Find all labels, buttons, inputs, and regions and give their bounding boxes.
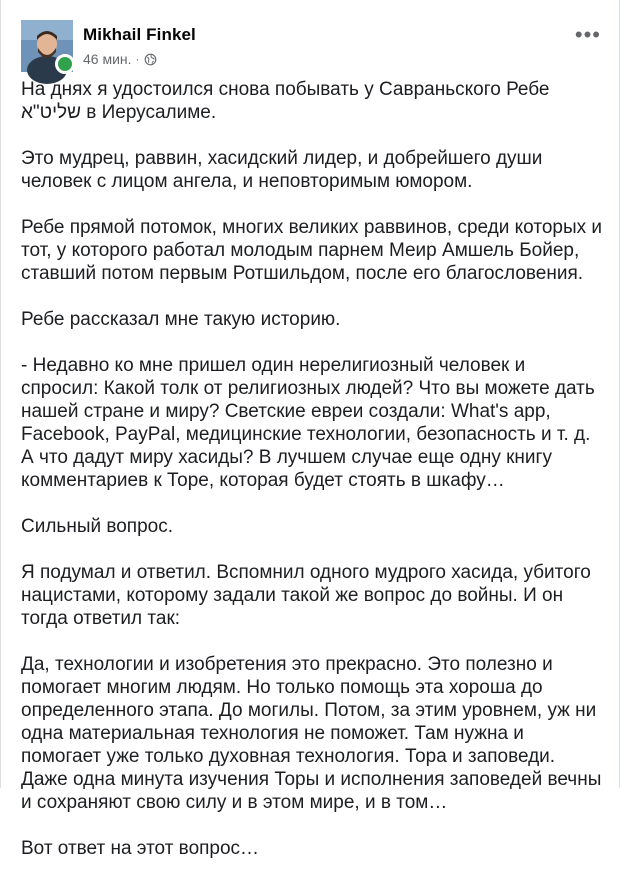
post-paragraph: Сильный вопрос. [21, 516, 174, 537]
online-status-indicator [55, 54, 75, 74]
post-paragraph: На днях я удостоился снова побывать у Савраньского Ребе שליט"א в Иерусалиме. [21, 79, 550, 123]
meta-separator: · [135, 52, 140, 66]
avatar[interactable] [21, 20, 73, 72]
post-timestamp[interactable]: 46 мин. [83, 51, 132, 67]
post-paragraph: - Недавно ко мне пришел один нерелигиозный человек и спросил: Какой толк от религиозных людей? Что вы можете дать нашей стране и миру? Светские евреи создали: What's app, Facebook, PayPal, медицинские технологии, безопасность и т. д. А что дадут миру хасиды? В лучшем случае еще одну книгу комментариев к Торе, которая будет стоять в шкафу… [21, 355, 595, 491]
post-meta [83, 51, 157, 67]
more-options-icon[interactable]: ••• [574, 22, 601, 47]
author-name[interactable]: Mikhail Finkel [83, 25, 196, 44]
post-header [21, 20, 601, 76]
post-paragraph: Ребе рассказал мне такую историю. [21, 309, 341, 330]
post-paragraph: Это мудрец, раввин, хасидский лидер, и добрейшего души человек с лицом ангела, и неповторимым юмором. [21, 148, 543, 192]
post-paragraph: Ребе прямой потомок, многих великих раввинов, среди которых и тот, у которого работал молодым парнем Меир Амшель Бойер, ставший потом первым Ротшильдом, после его благословения. [21, 217, 603, 284]
post-paragraph: Я подумал и ответил. Вспомнил одного мудрого хасида, убитого нацистами, которому задали такой же вопрос до войны. И он тогда ответил так: [21, 562, 591, 629]
post-text [21, 78, 603, 883]
globe-icon[interactable] [144, 53, 157, 66]
post-paragraph: Вот ответ на этот вопрос… [21, 838, 260, 859]
post-paragraph: Да, технологии и изобретения это прекрасно. Это полезно и помогает многим людям. Но только помощь эта хороша до определенного этапа. До могилы. Потом, за этим уровнем, уж ни одна материальная технология не поможет. Там нужна и помогает уже только духовная технология. Тора и заповеди. Даже одна минута изучения Торы и исполнения заповедей вечны и сохраняют свою силу и в этом мире, и в том… [21, 654, 602, 813]
